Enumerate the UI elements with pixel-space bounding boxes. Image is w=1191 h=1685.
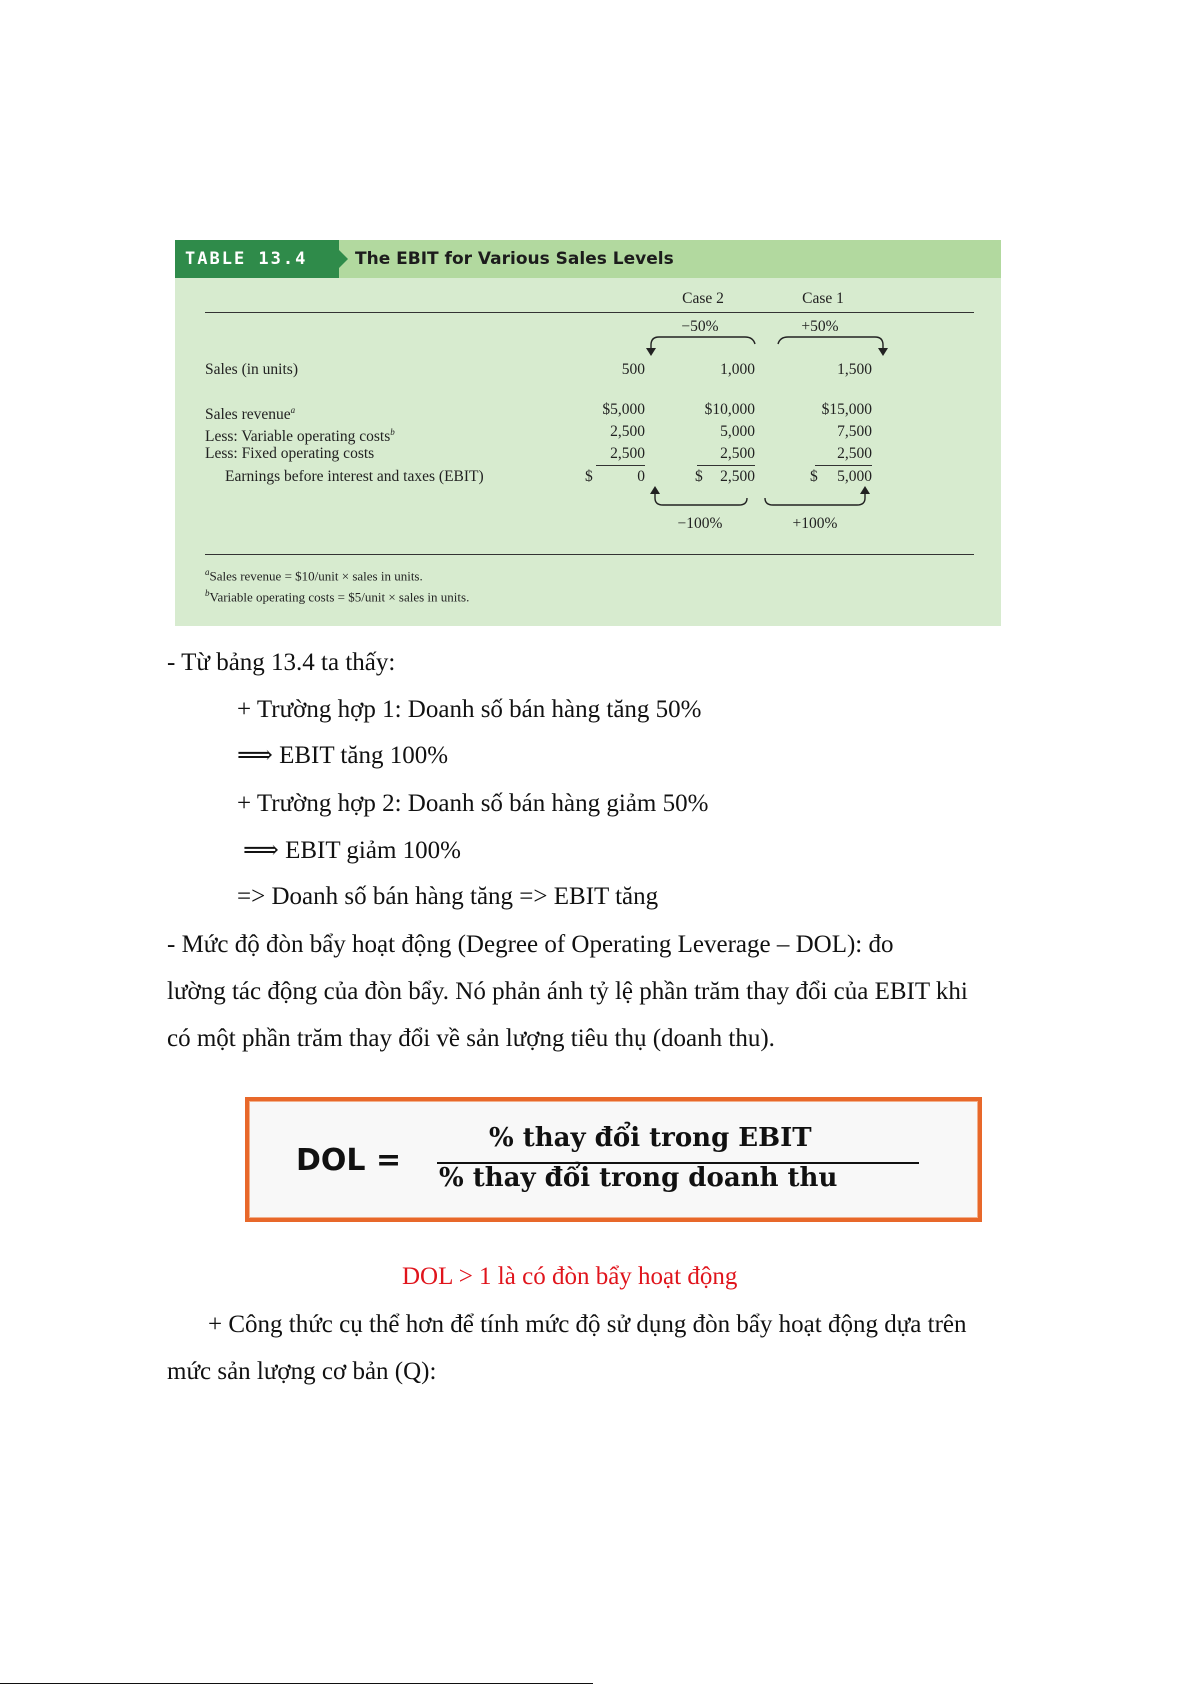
footnote-a: $^a$Sales revenue = $10/unit × sales in units. xyxy=(205,567,423,584)
table-badge: TABLE 13.4 xyxy=(175,240,339,278)
dol-note: DOL > 1 là có đòn bẩy hoạt động xyxy=(402,1263,738,1290)
case2-sales-arrow xyxy=(651,337,755,350)
row-ebit-case2: 0 xyxy=(637,468,645,485)
formula-numerator: % thay đổi trong EBIT xyxy=(489,1123,812,1153)
case1-ebit-arrow xyxy=(765,492,865,505)
row-ebit-base: 2,500 xyxy=(720,468,755,485)
formula-denominator: % thay đổi trong doanh thu xyxy=(439,1163,838,1193)
underline-case1 xyxy=(815,465,872,466)
dol-definition-line1: - Mức độ đòn bẩy hoạt động (Degree of Operating Leverage – DOL): đo xyxy=(167,931,894,958)
row-fixed-case2: 2,500 xyxy=(610,445,645,462)
row-revenue-base: $10,000 xyxy=(704,401,755,418)
dol-definition-line2: lường tác động của đòn bẩy. Nó phản ánh tỷ lệ phần trăm thay đổi của EBIT khi xyxy=(167,978,968,1005)
row-ebit-base-sign: $ xyxy=(695,468,703,485)
intro-line: - Từ bảng 13.4 ta thấy: xyxy=(167,649,396,676)
case1-header: Case 1 xyxy=(802,290,844,307)
case2-sales-pct: −50% xyxy=(681,318,719,335)
row-variable-case2: 2,500 xyxy=(610,423,645,440)
case2-ebit-pct: −100% xyxy=(677,515,723,532)
case1-result-line: ⟹ EBIT tăng 100% xyxy=(237,742,449,769)
row-units-case1: 1,500 xyxy=(837,361,872,378)
row-variable-case1: 7,500 xyxy=(837,423,872,440)
case2-ebit-arrowhead xyxy=(650,486,660,494)
row-variable-label: Less: Variable operating costs$^b$ xyxy=(205,427,395,446)
formula-intro-line2: mức sản lượng cơ bản (Q): xyxy=(167,1358,437,1385)
row-ebit-case2-sign: $ xyxy=(585,468,593,485)
formula-intro-line1: + Công thức cụ thể hơn để tính mức độ sử dụng đòn bẩy hoạt động dựa trên xyxy=(208,1311,967,1338)
case2-ebit-arrow xyxy=(655,492,747,505)
formula-lhs: DOL = xyxy=(296,1143,402,1178)
case2-header: Case 2 xyxy=(682,290,724,307)
case1-sales-pct: +50% xyxy=(801,318,839,335)
row-fixed-label: Less: Fixed operating costs xyxy=(205,445,375,462)
table-title: The EBIT for Various Sales Levels xyxy=(355,249,674,269)
row-variable-base: 5,000 xyxy=(720,423,755,440)
case2-line: + Trường hợp 2: Doanh số bán hàng giảm 50% xyxy=(237,790,709,817)
case2-result-line: ⟹ EBIT giảm 100% xyxy=(243,837,461,864)
table-bottom-rule xyxy=(205,554,974,555)
dol-definition-line3: có một phần trăm thay đổi về sản lượng tiêu thụ (doanh thu). xyxy=(167,1025,775,1052)
row-revenue-case1: $15,000 xyxy=(821,401,872,418)
row-ebit-case1: 5,000 xyxy=(837,468,872,485)
case1-ebit-arrowhead xyxy=(860,486,870,494)
conclusion-line: => Doanh số bán hàng tăng => EBIT tăng xyxy=(237,883,659,910)
underline-base xyxy=(697,465,755,466)
table-13-4-figure xyxy=(175,240,1001,626)
row-fixed-base: 2,500 xyxy=(720,445,755,462)
row-revenue-label: Sales revenue$^a$ xyxy=(205,405,296,424)
row-units-label: Sales (in units) xyxy=(205,361,298,378)
case1-line: + Trường hợp 1: Doanh số bán hàng tăng 50% xyxy=(237,696,702,723)
row-fixed-case1: 2,500 xyxy=(837,445,872,462)
row-ebit-label: Earnings before interest and taxes (EBIT) xyxy=(225,468,484,485)
case1-ebit-pct: +100% xyxy=(792,515,838,532)
case2-sales-arrowhead xyxy=(646,348,656,356)
row-units-base: 1,000 xyxy=(720,361,755,378)
footnote-b: $^b$Variable operating costs = $5/unit × sales in units. xyxy=(205,588,470,605)
row-revenue-case2: $5,000 xyxy=(602,401,645,418)
row-ebit-case1-sign: $ xyxy=(810,468,818,485)
row-units-case2: 500 xyxy=(621,361,645,378)
footnote-separator xyxy=(0,1683,593,1684)
dol-formula-box xyxy=(245,1097,982,1222)
underline-case2 xyxy=(596,465,645,466)
case1-sales-arrowhead xyxy=(878,348,888,356)
case1-sales-arrow xyxy=(778,337,883,350)
